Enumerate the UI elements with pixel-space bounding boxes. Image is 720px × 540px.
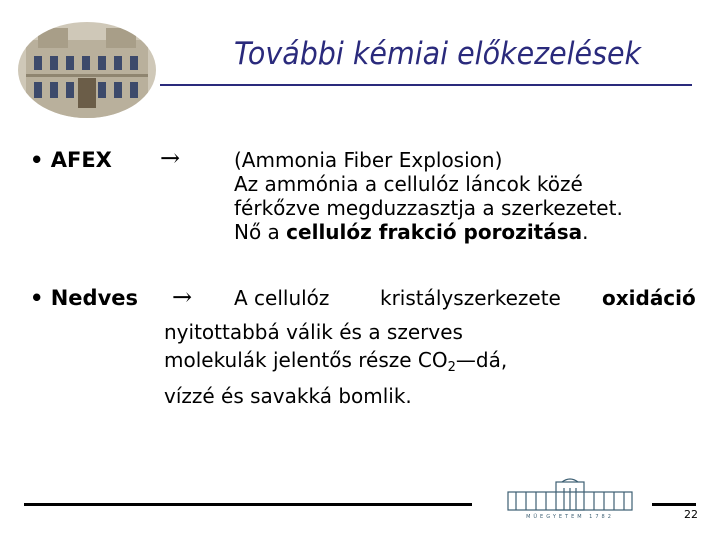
slide-title: További kémiai előkezelések [234,36,642,72]
nedves-line-2: nyitottabbá válik és a szerves [164,320,463,344]
afex-line-4 [234,220,623,244]
nedves-line-3 [164,346,507,382]
logo-caption: MŰEGYETEM 1782 [526,514,614,520]
afex-line-1: (Ammonia Fiber Explosion) [234,148,503,172]
nedves-line-3-pre: molekulák jelentős része CO [164,348,448,372]
building-photo [18,22,156,118]
nedves-description [164,318,507,410]
co2-subscript: 2 [447,360,456,375]
nedves-word-2: kristályszerkezete [380,286,561,310]
nedves-line-4: vízzé és savakká bomlik. [164,384,412,408]
university-logo [504,478,636,520]
afex-line-4-pre: Nő a [234,220,287,244]
afex-line-2: Az ammónia a cellulóz láncok közé [234,172,583,196]
building-image [18,22,156,118]
afex-line-3: férkőzve megduzzasztja a szerkezetet. [234,196,623,220]
nedves-word-3: oxidáció [602,286,696,310]
bullet-afex: • AFEX [30,148,112,172]
nedves-line-3-post: —dá, [455,348,508,372]
afex-description [234,148,623,244]
bullet-nedves: • Nedves [30,286,139,310]
nedves-word-1: A cellulóz [234,286,330,310]
footer-rule-left [24,503,472,506]
arrow-right-icon: → [160,144,181,172]
page-number: 22 [684,508,698,521]
footer-rule-right [652,503,696,506]
title-underline [160,84,692,86]
university-building-icon [504,478,636,520]
afex-line-4-bold: cellulóz frakció porozitása [286,220,583,244]
arrow-right-icon: → [172,283,193,311]
afex-line-4-post: . [582,220,589,244]
